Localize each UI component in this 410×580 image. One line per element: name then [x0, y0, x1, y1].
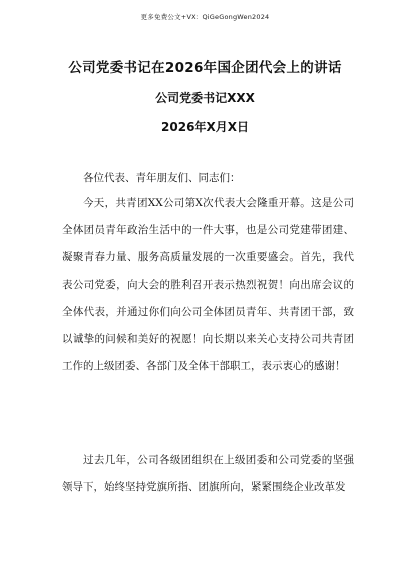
greeting: 各位代表、青年朋友们、同志们： — [83, 172, 241, 184]
header-note: 更多免费公文+VX：QiGeGongWen2024 — [140, 13, 270, 21]
document-title: 公司党委书记在2026年国企团代会上的讲话 — [68, 60, 342, 76]
document-date: 2026年X月X日 — [161, 120, 249, 134]
paragraph-1: 今天，共青团XX公司第X次代表大会隆重开幕。这是公司全体团员青年政治生活中的一件大事，也是公司党建带团建、凝聚青春力量、服务高质量发展的一次重要盛会。首先，我代表公司党委，向大会的胜利召开表示热烈祝贺！向出席会议的全体代表，并通过你们向公司全体团员青年、共青团干部，致以诚挚的问候和美好的祝愿！向长期以来关心支持公司共青团工作的上级团委、各部门及全体干部职工，表示衷心的感谢！ — [62, 197, 354, 373]
paragraph-2: 过去几年，公司各级团组织在上级团委和公司党委的坚强领导下，始终坚持党旗所指、团旗所向，紧紧围绕企业改革发 — [62, 454, 354, 494]
document-author: 公司党委书记XXX — [155, 91, 255, 105]
